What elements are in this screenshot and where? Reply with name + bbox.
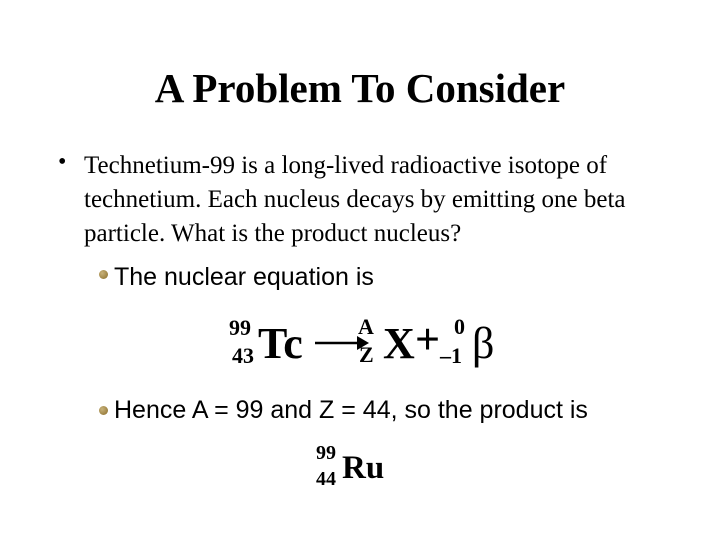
problem-paragraph: Technetium-99 is a long-lived radioactive isotope of technetium. Each nucleus decays by emitting one beta particle. What is the product nucleus? (84, 152, 626, 247)
plus-sign: + (415, 315, 441, 364)
x-mass-number: A (358, 314, 374, 339)
ru-symbol: Ru (342, 450, 385, 486)
x-symbol: X (383, 319, 415, 368)
x-atomic-number: Z (359, 342, 374, 367)
sub-bullet-icon (99, 406, 108, 415)
beta-atomic-number: –1 (440, 343, 462, 368)
tc-mass-number: 99 (229, 315, 251, 340)
ru-mass-number: 99 (316, 442, 336, 464)
bullet-dot: • (58, 149, 67, 175)
beta-symbol: β (472, 319, 495, 368)
conclusion-text: Hence A = 99 and Z = 44, so the product is (114, 396, 588, 424)
sub-bullet-icon (99, 270, 108, 279)
tc-atomic-number: 43 (232, 343, 254, 368)
beta-mass-number: 0 (454, 314, 465, 339)
equation-intro-text: The nuclear equation is (114, 263, 374, 291)
ru-atomic-number: 44 (316, 468, 336, 490)
tc-symbol: Tc (258, 319, 303, 368)
slide-title: A Problem To Consider (154, 65, 566, 111)
